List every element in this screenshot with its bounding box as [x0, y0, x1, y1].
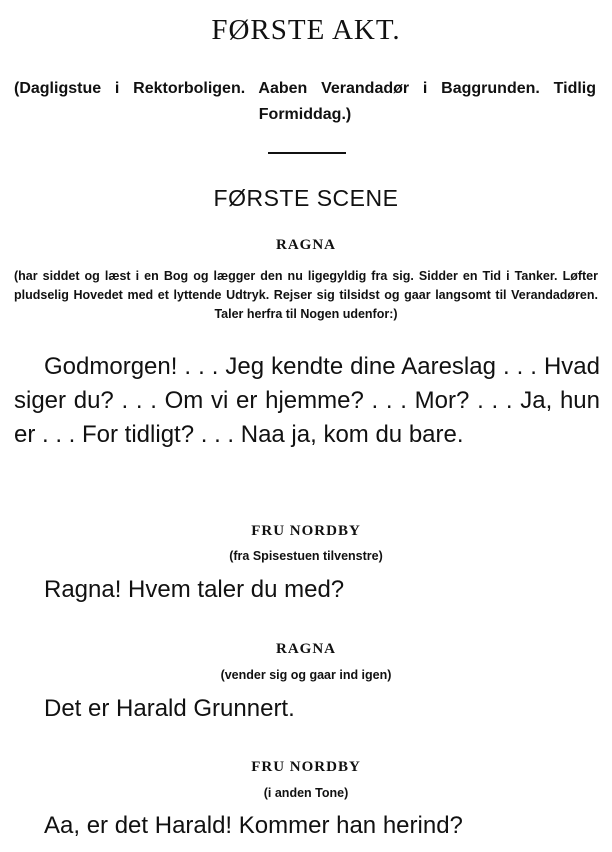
- dialogue-line: Ragna! Hvem taler du med?: [44, 576, 345, 603]
- section-divider: [268, 152, 346, 154]
- stage-direction: (vender sig og gaar ind igen): [220, 668, 392, 682]
- speaker-name: FRU NORDBY: [251, 759, 361, 775]
- stage-direction: (i anden Tone): [263, 786, 349, 800]
- dialogue-text: Godmorgen! . . . Jeg kendte dine Aareslag . . . Hvad siger du? . . . Om vi er hjemme? . . . Mor? . . . Ja, hun er . . . For tidligt? . . . Naa ja, kom du bare.: [14, 353, 600, 448]
- stage-direction: (har siddet og læst i en Bog og lægger den nu ligegyldig fra sig. Sidder en Tid i Tanker. Løfter pludselig Hovedet med et lyttende Udtryk. Rejser sig tilsidst og gaar langsomt til Verandadøren. Taler herfra til Nogen udenfor:): [14, 269, 598, 321]
- speaker-name: RAGNA: [276, 237, 336, 253]
- scene-title: FØRSTE SCENE: [213, 185, 399, 211]
- setting-description: (Dagligstue i Rektorboligen. Aaben Verandadør i Baggrunden. Tidlig Formiddag.): [14, 80, 596, 123]
- act-title: FØRSTE AKT.: [211, 14, 401, 46]
- dialogue-line: [14, 350, 600, 452]
- dialogue-line: Det er Harald Grunnert.: [44, 695, 295, 722]
- speaker-name: RAGNA: [276, 641, 336, 657]
- stage-direction: (fra Spisestuen tilvenstre): [229, 549, 383, 563]
- speaker-name: FRU NORDBY: [251, 523, 361, 539]
- dialogue-line: Aa, er det Harald! Kommer han herind?: [44, 812, 463, 839]
